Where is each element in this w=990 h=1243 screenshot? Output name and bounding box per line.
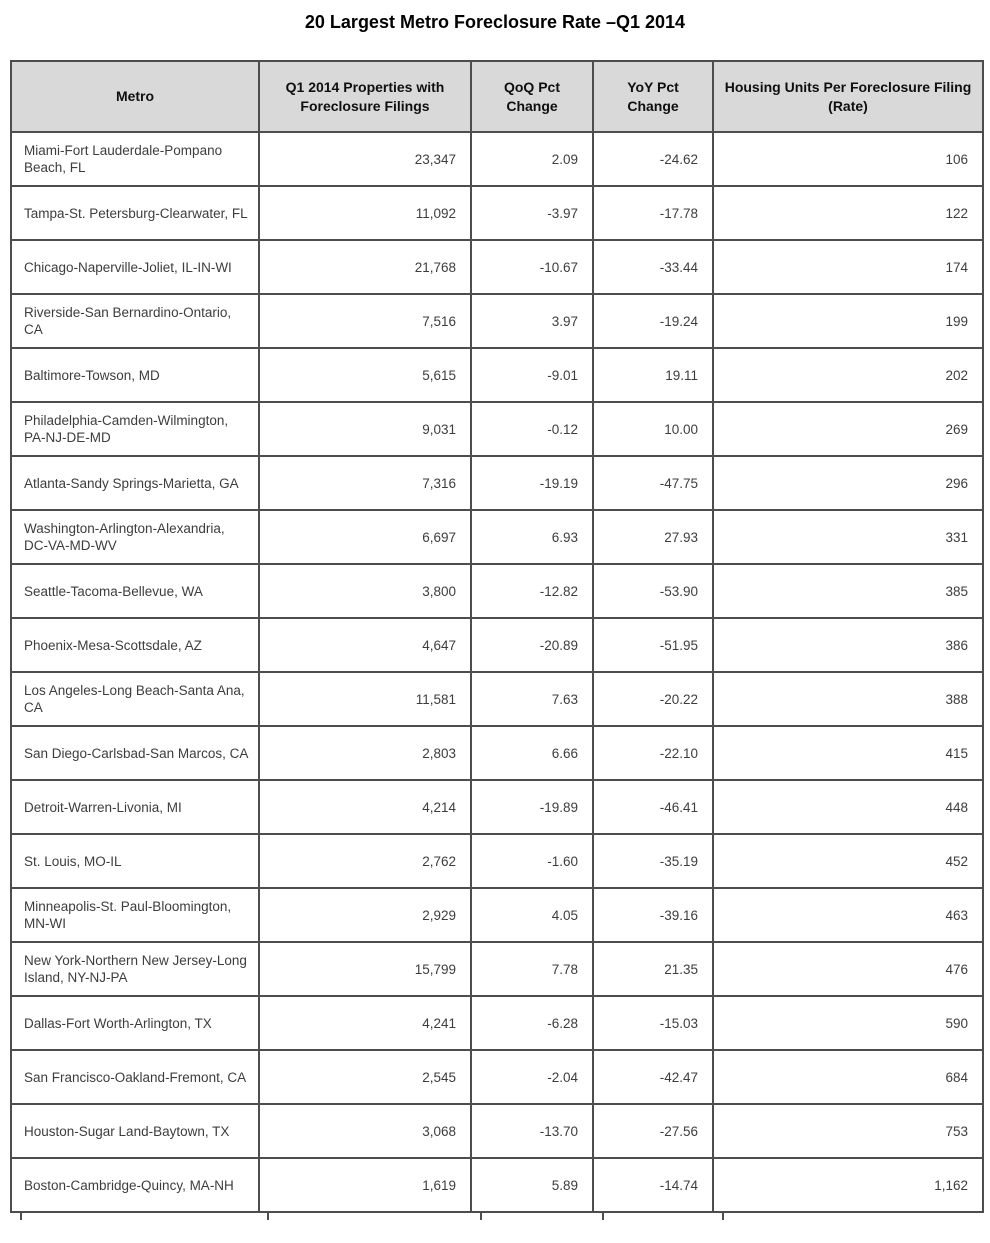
gridline-stub (602, 1213, 604, 1220)
table-row (11, 672, 983, 726)
cell-qoq-pct-change: 7.63 (471, 672, 593, 726)
cell-yoy-pct-change: -27.56 (593, 1104, 713, 1158)
cell-metro: San Francisco-Oakland-Fremont, CA (11, 1050, 259, 1104)
cell-metro: Baltimore-Towson, MD (11, 348, 259, 402)
page-title: 20 Largest Metro Foreclosure Rate –Q1 2014 (304, 12, 686, 32)
cell-metro: Chicago-Naperville-Joliet, IL-IN-WI (11, 240, 259, 294)
cell-qoq-pct-change: -6.28 (471, 996, 593, 1050)
table-row (11, 1158, 983, 1212)
cell-units-per-filing: 415 (713, 726, 983, 780)
cell-yoy-pct-change: -14.74 (593, 1158, 713, 1212)
cell-qoq-pct-change: -1.60 (471, 834, 593, 888)
cell-qoq-pct-change: -2.04 (471, 1050, 593, 1104)
column-header-filings: Q1 2014 Properties with Foreclosure Filings (259, 61, 471, 132)
table-row (11, 942, 983, 996)
cell-qoq-pct-change: 5.89 (471, 1158, 593, 1212)
cell-qoq-pct-change: -12.82 (471, 564, 593, 618)
cell-yoy-pct-change: -20.22 (593, 672, 713, 726)
cell-yoy-pct-change: -46.41 (593, 780, 713, 834)
table-row (11, 348, 983, 402)
cell-metro: Dallas-Fort Worth-Arlington, TX (11, 996, 259, 1050)
table-row (11, 294, 983, 348)
cell-units-per-filing: 202 (713, 348, 983, 402)
cell-units-per-filing: 1,162 (713, 1158, 983, 1212)
gridline-stub (20, 1213, 22, 1220)
cell-units-per-filing: 385 (713, 564, 983, 618)
cell-filings: 2,929 (259, 888, 471, 942)
cell-filings: 5,615 (259, 348, 471, 402)
cell-qoq-pct-change: -20.89 (471, 618, 593, 672)
cell-metro: St. Louis, MO-IL (11, 834, 259, 888)
column-header-yoy-pct-change: YoY Pct Change (593, 61, 713, 132)
cell-yoy-pct-change: 10.00 (593, 402, 713, 456)
cell-qoq-pct-change: -10.67 (471, 240, 593, 294)
cell-filings: 4,214 (259, 780, 471, 834)
cell-units-per-filing: 174 (713, 240, 983, 294)
cell-qoq-pct-change: 3.97 (471, 294, 593, 348)
cell-filings: 7,316 (259, 456, 471, 510)
cell-filings: 3,068 (259, 1104, 471, 1158)
table-row (11, 780, 983, 834)
cell-filings: 4,241 (259, 996, 471, 1050)
bottom-gridline-stubs (20, 1213, 990, 1220)
cell-yoy-pct-change: 27.93 (593, 510, 713, 564)
cell-units-per-filing: 106 (713, 132, 983, 186)
cell-units-per-filing: 448 (713, 780, 983, 834)
cell-units-per-filing: 296 (713, 456, 983, 510)
cell-yoy-pct-change: -24.62 (593, 132, 713, 186)
table-row (11, 240, 983, 294)
cell-filings: 7,516 (259, 294, 471, 348)
cell-metro: San Diego-Carlsbad-San Marcos, CA (11, 726, 259, 780)
cell-filings: 1,619 (259, 1158, 471, 1212)
cell-filings: 15,799 (259, 942, 471, 996)
gridline-stub (267, 1213, 269, 1220)
cell-qoq-pct-change: 6.93 (471, 510, 593, 564)
cell-yoy-pct-change: -19.24 (593, 294, 713, 348)
header-row (11, 61, 983, 132)
table-row (11, 132, 983, 186)
cell-metro: Detroit-Warren-Livonia, MI (11, 780, 259, 834)
cell-units-per-filing: 463 (713, 888, 983, 942)
cell-metro: Minneapolis-St. Paul-Bloomington, MN-WI (11, 888, 259, 942)
cell-filings: 2,762 (259, 834, 471, 888)
table-row (11, 564, 983, 618)
column-header-metro: Metro (11, 61, 259, 132)
table-row (11, 510, 983, 564)
table-row (11, 402, 983, 456)
cell-metro: Boston-Cambridge-Quincy, MA-NH (11, 1158, 259, 1212)
column-header-units-per-filing: Housing Units Per Foreclosure Filing (Rate) (713, 61, 983, 132)
cell-yoy-pct-change: -35.19 (593, 834, 713, 888)
cell-qoq-pct-change: -13.70 (471, 1104, 593, 1158)
table-row (11, 1104, 983, 1158)
column-header-qoq-pct-change: QoQ Pct Change (471, 61, 593, 132)
table-row (11, 888, 983, 942)
gridline-stub (480, 1213, 482, 1220)
cell-qoq-pct-change: -19.89 (471, 780, 593, 834)
cell-yoy-pct-change: 19.11 (593, 348, 713, 402)
cell-yoy-pct-change: 21.35 (593, 942, 713, 996)
cell-metro: Los Angeles-Long Beach-Santa Ana, CA (11, 672, 259, 726)
cell-yoy-pct-change: -22.10 (593, 726, 713, 780)
cell-metro: Phoenix-Mesa-Scottsdale, AZ (11, 618, 259, 672)
cell-filings: 6,697 (259, 510, 471, 564)
gridline-stub (722, 1213, 724, 1220)
cell-metro: Miami-Fort Lauderdale-Pompano Beach, FL (11, 132, 259, 186)
cell-metro: New York-Northern New Jersey-Long Island, NY-NJ-PA (11, 942, 259, 996)
foreclosure-table-container (10, 60, 990, 1220)
cell-units-per-filing: 476 (713, 942, 983, 996)
cell-metro: Washington-Arlington-Alexandria, DC-VA-MD-WV (11, 510, 259, 564)
table-row (11, 726, 983, 780)
cell-metro: Tampa-St. Petersburg-Clearwater, FL (11, 186, 259, 240)
cell-filings: 2,803 (259, 726, 471, 780)
cell-units-per-filing: 269 (713, 402, 983, 456)
cell-units-per-filing: 122 (713, 186, 983, 240)
cell-yoy-pct-change: -53.90 (593, 564, 713, 618)
cell-yoy-pct-change: -42.47 (593, 1050, 713, 1104)
cell-metro: Seattle-Tacoma-Bellevue, WA (11, 564, 259, 618)
table-row (11, 834, 983, 888)
table-row (11, 996, 983, 1050)
cell-qoq-pct-change: 2.09 (471, 132, 593, 186)
cell-yoy-pct-change: -17.78 (593, 186, 713, 240)
cell-yoy-pct-change: -47.75 (593, 456, 713, 510)
cell-qoq-pct-change: -3.97 (471, 186, 593, 240)
cell-filings: 2,545 (259, 1050, 471, 1104)
cell-filings: 11,092 (259, 186, 471, 240)
cell-qoq-pct-change: -9.01 (471, 348, 593, 402)
table-row (11, 1050, 983, 1104)
table-row (11, 618, 983, 672)
cell-metro: Houston-Sugar Land-Baytown, TX (11, 1104, 259, 1158)
cell-units-per-filing: 684 (713, 1050, 983, 1104)
cell-units-per-filing: 199 (713, 294, 983, 348)
cell-qoq-pct-change: 7.78 (471, 942, 593, 996)
cell-yoy-pct-change: -15.03 (593, 996, 713, 1050)
cell-units-per-filing: 753 (713, 1104, 983, 1158)
cell-units-per-filing: 590 (713, 996, 983, 1050)
table-row (11, 456, 983, 510)
cell-units-per-filing: 331 (713, 510, 983, 564)
table-header (11, 61, 983, 132)
cell-metro: Riverside-San Bernardino-Ontario, CA (11, 294, 259, 348)
cell-filings: 23,347 (259, 132, 471, 186)
cell-metro: Philadelphia-Camden-Wilmington, PA-NJ-DE-MD (11, 402, 259, 456)
foreclosure-rate-table (10, 60, 984, 1213)
cell-yoy-pct-change: -39.16 (593, 888, 713, 942)
cell-units-per-filing: 388 (713, 672, 983, 726)
table-row (11, 186, 983, 240)
cell-yoy-pct-change: -33.44 (593, 240, 713, 294)
cell-filings: 21,768 (259, 240, 471, 294)
table-body (11, 132, 983, 1212)
cell-metro: Atlanta-Sandy Springs-Marietta, GA (11, 456, 259, 510)
cell-units-per-filing: 452 (713, 834, 983, 888)
cell-filings: 11,581 (259, 672, 471, 726)
cell-filings: 3,800 (259, 564, 471, 618)
cell-qoq-pct-change: 6.66 (471, 726, 593, 780)
cell-yoy-pct-change: -51.95 (593, 618, 713, 672)
cell-units-per-filing: 386 (713, 618, 983, 672)
cell-qoq-pct-change: -19.19 (471, 456, 593, 510)
cell-qoq-pct-change: 4.05 (471, 888, 593, 942)
cell-qoq-pct-change: -0.12 (471, 402, 593, 456)
cell-filings: 4,647 (259, 618, 471, 672)
cell-filings: 9,031 (259, 402, 471, 456)
